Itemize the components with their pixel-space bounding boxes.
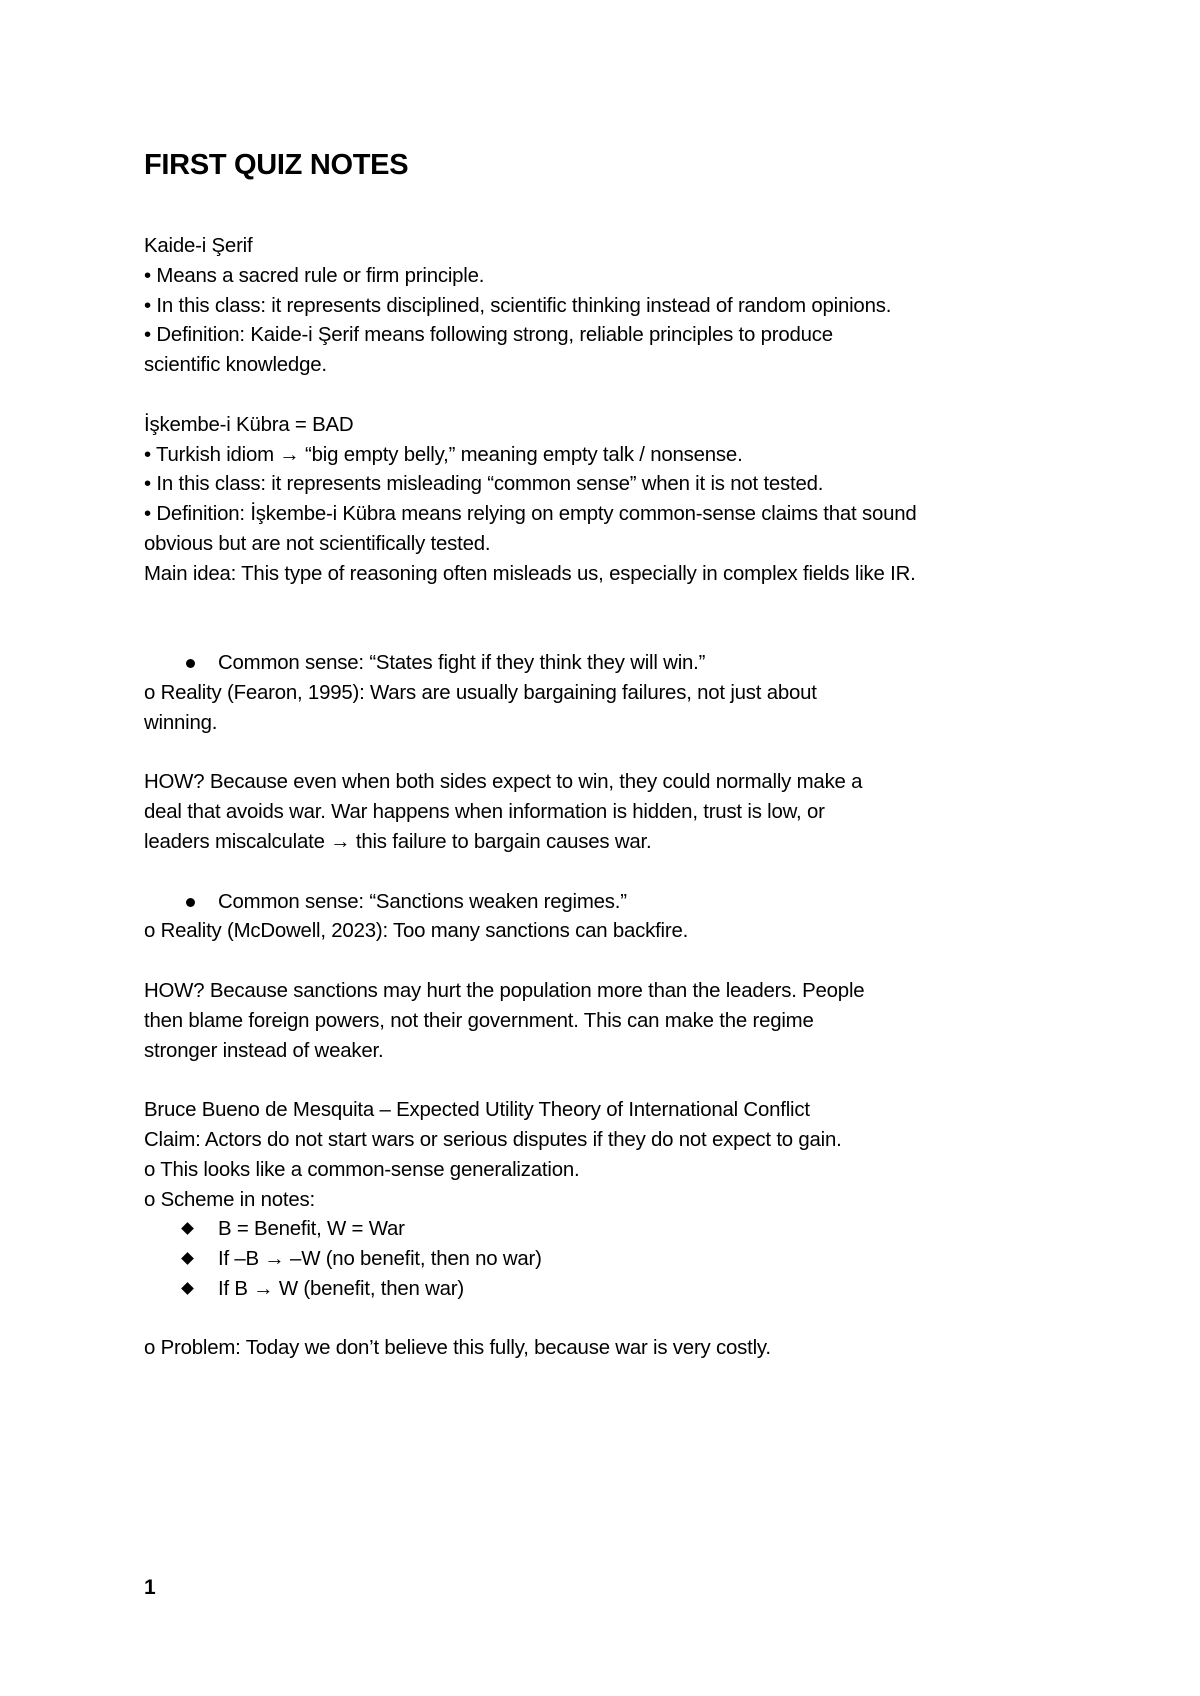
- main-idea: Main idea: This type of reasoning often misleads us, especially in complex fields like IR.: [144, 562, 916, 585]
- iskembe-bullet-3-line-2: obvious but are not scientifically tested.: [144, 532, 491, 555]
- page-number: 1: [144, 1576, 156, 1599]
- how-1-line-2: deal that avoids war. War happens when information is hidden, trust is low, or: [144, 801, 825, 824]
- kaide-heading: Kaide-i Şerif: [144, 235, 253, 257]
- document-body: [144, 232, 1064, 1364]
- common-sense-2: Common sense: “Sanctions weaken regimes.”: [218, 890, 627, 913]
- kaide-bullet-3-line-1: • Definition: Kaide-i Şerif means following strong, reliable principles to produce: [144, 324, 833, 347]
- reality-1-line-2: winning.: [144, 711, 218, 734]
- scheme-item-text: If B → W (benefit, then war): [218, 1277, 464, 1300]
- bueno-heading: Bruce Bueno de Mesquita – Expected Utility Theory of International Conflict: [144, 1099, 810, 1122]
- common-sense-1: Common sense: “States fight if they think they will win.”: [218, 652, 706, 675]
- diamond-bullet-icon: [181, 1282, 194, 1295]
- spacer: [144, 381, 1064, 411]
- kaide-bullet-1: • Means a sacred rule or firm principle.: [144, 264, 485, 287]
- page-title: FIRST QUIZ NOTES: [144, 149, 409, 181]
- how-1-line-3: leaders miscalculate → this failure to bargain causes war.: [144, 830, 652, 853]
- iskembe-bullet-2: • In this class: it represents misleading “common sense” when it is not tested.: [144, 473, 824, 496]
- kaide-bullet-2: • In this class: it represents disciplined, scientific thinking instead of random opinions.: [144, 294, 892, 317]
- bueno-note-2: o Scheme in notes:: [144, 1188, 315, 1211]
- spacer: [144, 590, 1064, 650]
- how-2-line-2: then blame foreign powers, not their government. This can make the regime: [144, 1009, 814, 1032]
- diamond-bullet-icon: [181, 1222, 194, 1235]
- scheme-item-text: B = Benefit, W = War: [218, 1218, 405, 1241]
- reality-1-line-1: o Reality (Fearon, 1995): Wars are usually bargaining failures, not just about: [144, 681, 817, 704]
- bueno-claim: Claim: Actors do not start wars or serious disputes if they do not expect to gain.: [144, 1128, 842, 1151]
- bueno-problem: o Problem: Today we don’t believe this fully, because war is very costly.: [144, 1337, 771, 1360]
- list-item-common-sense-2: [144, 888, 1064, 918]
- iskembe-bullet-3-line-1: • Definition: İşkembe-i Kübra means relying on empty common-sense claims that sound: [144, 503, 917, 526]
- spacer: [144, 1305, 1064, 1335]
- list-item-common-sense-1: [144, 649, 1064, 679]
- bullet-icon: [186, 659, 195, 668]
- bueno-note-1: o This looks like a common-sense generalization.: [144, 1158, 580, 1181]
- spacer: [144, 947, 1064, 977]
- diamond-bullet-icon: [181, 1252, 194, 1265]
- bullet-icon: [186, 898, 195, 907]
- kaide-bullet-3-line-2: scientific knowledge.: [144, 354, 327, 377]
- how-2-line-1: HOW? Because sanctions may hurt the population more than the leaders. People: [144, 979, 865, 1002]
- reality-2: o Reality (McDowell, 2023): Too many sanctions can backfire.: [144, 920, 689, 943]
- how-2-line-3: stronger instead of weaker.: [144, 1039, 384, 1062]
- iskembe-heading: İşkembe-i Kübra = BAD: [144, 413, 354, 436]
- spacer: [144, 739, 1064, 769]
- spacer: [144, 858, 1064, 888]
- spacer: [144, 1066, 1064, 1096]
- scheme-item: [144, 1215, 1064, 1245]
- scheme-item: [144, 1275, 1064, 1305]
- scheme-item: [144, 1245, 1064, 1275]
- scheme-item-text: If –B → –W (no benefit, then no war): [218, 1248, 542, 1271]
- iskembe-bullet-1: • Turkish idiom → “big empty belly,” meaning empty talk / nonsense.: [144, 443, 743, 466]
- how-1-line-1: HOW? Because even when both sides expect to win, they could normally make a: [144, 771, 863, 794]
